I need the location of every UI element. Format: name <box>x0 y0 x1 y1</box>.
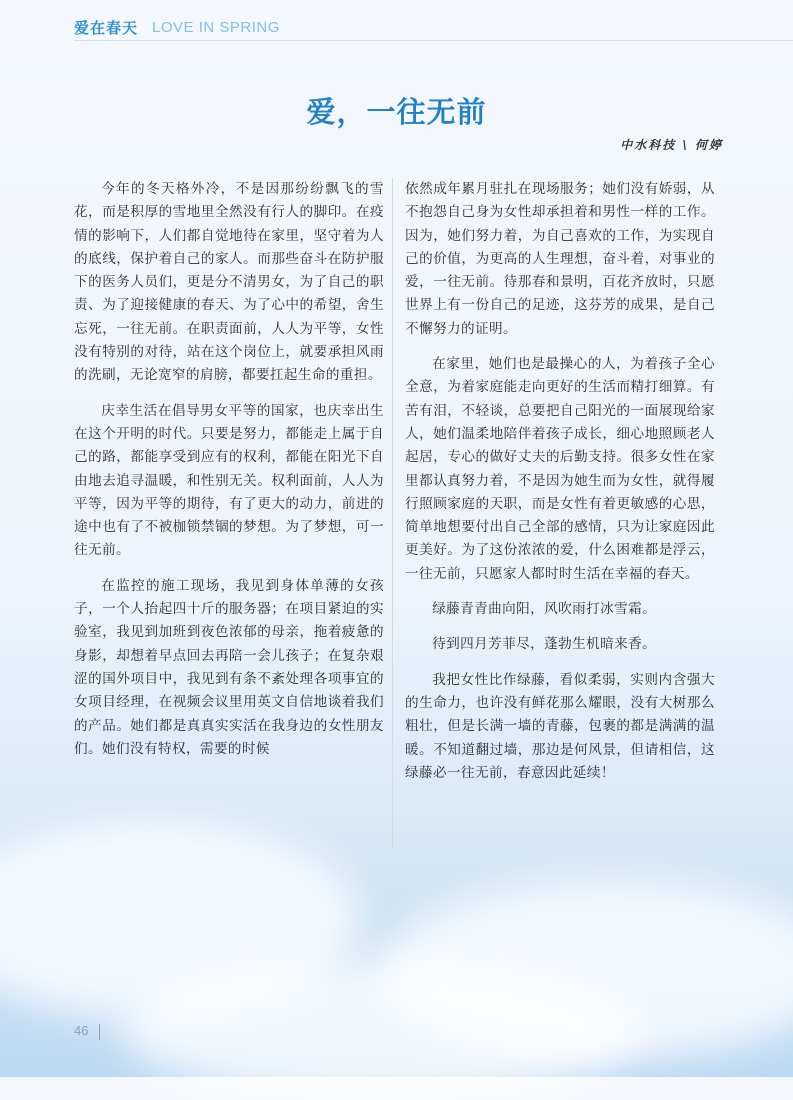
paragraph: 在监控的施工现场，我见到身体单薄的女孩子，一个人抬起四十斤的服务器；在项目紧迫的实验室，我见到加班到夜色浓郁的母亲，拖着疲惫的身影，却想着早点回去再陪一会儿孩子；在复杂艰涩的国外项目中，我见到有条不紊处理各项事宜的女项目经理，在视频会议里用英文自信地谈着我们的产品。她们都是真真实实活在我身边的女性朋友们。她们没有特权，需要的时候 <box>74 577 384 757</box>
paragraph: 依然成年累月驻扎在现场服务；她们没有娇弱，从不抱怨自己身为女性却承担着和男性一样的工作。因为，她们努力着，为自己喜欢的工作，为实现自己的价值，为更高的人生理想，奋斗着，对事业的爱，一往无前。待那春和景明，百花齐放时，只愿世界上有一份自己的足迹，这芬芳的成果，是自己不懈努力的证明。 <box>405 181 715 337</box>
paragraph: 今年的冬天格外冷，不是因那纷纷飘飞的雪花，而是积厚的雪地里全然没有行人的脚印。在疫情的影响下，人们都自觉地待在家里，坚守着为人的底线，保护着自己的家人。而那些奋斗在防护服下的医务人员们，更是分不清男女，为了自己的职责、为了迎接健康的春天、为了心中的希望，舍生忘死，一往无前。在职责面前，人人为平等，女性没有特别的对待，站在这个岗位上，就要承担风雨的洗刷，无论宽窄的肩膀，都要扛起生命的重担。 <box>74 181 384 384</box>
section-header <box>74 16 280 38</box>
paragraph: 在家里，她们也是最操心的人，为着孩子全心全意，为着家庭能走向更好的生活而精打细算。有苦有泪，不轻谈，总要把自己阳光的一面展现给家人，她们温柔地陪伴着孩子成长，细心地照顾老人起居，专心的做好丈夫的后勤支持。很多女性在家里都认真努力着，不是因为她生而为女性，就得履行照顾家庭的天职，而是女性有着更敏感的心思，简单地想要付出自己全部的感情，只为让家庭因此更美好。为了这份浓浓的爱，什么困难都是浮云，一往无前，只愿家人都时时生活在幸福的春天。 <box>405 356 715 582</box>
paragraph: 我把女性比作绿藤，看似柔弱，实则内含强大的生命力，也许没有鲜花那么耀眼，没有大树那么粗壮，但是长满一墙的青藤，包裹的都是满满的温暖。不知道翻过墙，那边是何风景，但请相信，这绿藤必一往无前，春意因此延续！ <box>405 671 715 781</box>
page-number-bar <box>99 1024 100 1040</box>
poem-line: 绿藤青青曲向阳，风吹雨打冰雪霜。 <box>432 601 657 618</box>
article-byline: 中水科技 \ 何婷 <box>620 138 723 152</box>
section-title-cn: 爱在春天 <box>74 18 139 37</box>
poem-line: 待到四月芳菲尽，蓬勃生机暗来香。 <box>432 636 657 653</box>
article-column-right <box>405 178 715 797</box>
article-column-left <box>74 178 384 773</box>
article-title: 爱，一往无前 <box>306 95 487 129</box>
column-divider <box>392 178 393 848</box>
section-title-en: LOVE IN SPRING <box>152 18 280 36</box>
page-number: 46 <box>74 1023 89 1038</box>
paragraph: 庆幸生活在倡导男女平等的国家，也庆幸出生在这个开明的时代。只要是努力，都能走上属于自己的路，都能享受到应有的权利，都能在阳光下自由地去追寻温暖，和性别无关。权利面前，人人为平等，因为平等的期待，有了更大的动力，前进的途中也有了不被枷锁禁锢的梦想。为了梦想，可一往无前。 <box>74 402 384 559</box>
header-divider <box>74 40 793 41</box>
background-cloud <box>120 960 640 1100</box>
